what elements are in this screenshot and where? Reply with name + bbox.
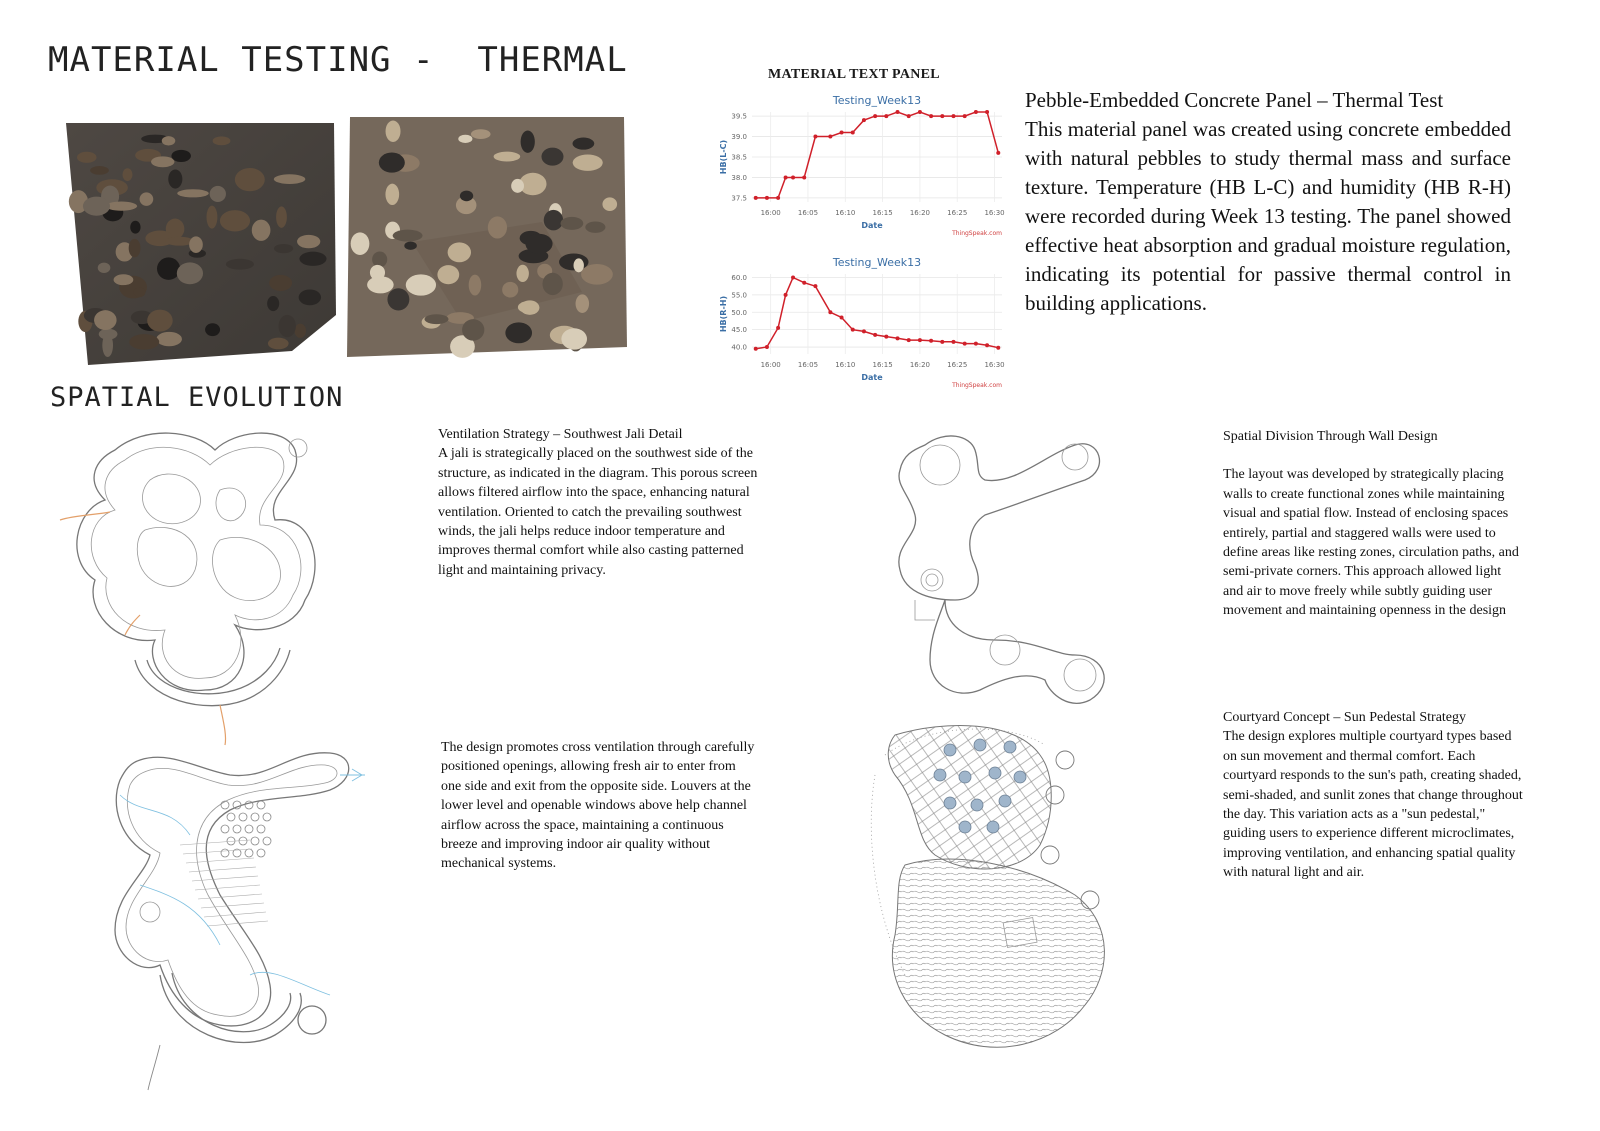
y-tick-label: 50.0 xyxy=(731,308,747,317)
courtyard-body: The design explores multiple courtyard types based on sun movement and thermal comfort. Each courtyard responds to the sun's path, creating shaded, semi-shaded, and sunlit zones that change throughout the day. This variation acts as a "sun pedestal," guiding users to experience different microclimates, improving ventilation, and enhancing spatial quality with natural light and air. xyxy=(1223,729,1523,881)
courtyard-tree xyxy=(944,797,956,809)
pebble xyxy=(370,265,385,280)
courtyard-tree xyxy=(989,767,1001,779)
series-line xyxy=(756,278,999,349)
paver-hatch xyxy=(233,801,241,809)
pebble xyxy=(299,252,326,266)
y-tick-label: 38.0 xyxy=(731,173,747,182)
shrub xyxy=(1041,846,1059,864)
spatial-division-text xyxy=(1223,427,1523,621)
paver-hatch xyxy=(221,849,229,857)
data-point xyxy=(996,151,1000,155)
pebble xyxy=(544,210,563,231)
courtyard-tree xyxy=(934,769,946,781)
material-body: This material panel was created using concrete embedded with natural pebbles to study thermal mass and surface texture. Temperature (HB L-C) and humidity (HB R-H) were recorded during Week 13 testing. The panel showed effective heat absorption and gradual moisture regulation, indicating its potential for passive thermal control in building applications. xyxy=(1025,117,1511,315)
courtyard-tree xyxy=(959,771,971,783)
pebble xyxy=(151,156,174,167)
x-tick-label: 16:10 xyxy=(835,209,856,217)
pebble xyxy=(299,289,321,305)
pebble xyxy=(494,152,521,162)
y-tick-label: 39.5 xyxy=(731,112,747,121)
pebble xyxy=(276,206,287,227)
courtyard-tree xyxy=(959,821,971,833)
pebble xyxy=(406,274,436,295)
data-point xyxy=(873,114,877,118)
material-heading: Pebble-Embedded Concrete Panel – Thermal Test xyxy=(1025,88,1444,112)
pebble-panel-photo-angle xyxy=(342,112,632,362)
pebble xyxy=(94,310,117,330)
data-point xyxy=(765,196,769,200)
pebble xyxy=(106,201,138,210)
pebble xyxy=(471,129,491,139)
pebble xyxy=(269,275,292,291)
pebble xyxy=(488,216,507,238)
x-axis-title: Date xyxy=(861,373,883,382)
data-point xyxy=(784,293,788,297)
pebble xyxy=(460,191,473,202)
pebble xyxy=(424,314,448,324)
cross-ventilation-text xyxy=(441,738,759,874)
data-point xyxy=(776,196,780,200)
pebble xyxy=(505,322,532,343)
x-tick-label: 16:00 xyxy=(760,209,781,217)
pebble-panel-photo-front xyxy=(60,115,350,370)
pebble xyxy=(372,251,387,267)
paver-hatch xyxy=(263,813,271,821)
paver-hatch xyxy=(245,849,253,857)
data-point xyxy=(963,342,967,346)
x-tick-label: 16:20 xyxy=(909,209,931,217)
data-point xyxy=(907,338,911,342)
data-point xyxy=(884,335,888,339)
x-tick-label: 16:00 xyxy=(760,361,781,369)
paving-line xyxy=(204,912,266,917)
paver-hatch xyxy=(263,837,271,845)
material-description xyxy=(1025,86,1545,318)
pebble xyxy=(252,220,271,241)
paving-line xyxy=(192,876,258,881)
x-axis-title: Date xyxy=(861,221,883,230)
paver-hatch xyxy=(245,825,253,833)
pebble xyxy=(521,131,535,153)
paving-line xyxy=(186,858,254,863)
pebble xyxy=(404,242,417,250)
data-point xyxy=(813,284,817,288)
y-axis-title: HB(L-C) xyxy=(719,139,728,175)
y-tick-label: 40.0 xyxy=(731,343,747,352)
pebble xyxy=(462,319,484,341)
pebble xyxy=(157,257,180,279)
x-tick-label: 16:30 xyxy=(984,209,1005,217)
pebble xyxy=(502,282,518,298)
y-tick-label: 60.0 xyxy=(731,273,747,282)
pebble xyxy=(393,230,423,242)
pebble xyxy=(267,296,279,311)
pebble xyxy=(541,148,563,166)
pebble xyxy=(226,259,254,270)
chart-title: Testing_Week13 xyxy=(832,256,922,269)
pebble xyxy=(171,150,191,162)
pebble xyxy=(297,235,320,248)
x-tick-label: 16:15 xyxy=(872,361,893,369)
paver-hatch xyxy=(245,801,253,809)
pebble xyxy=(274,244,293,253)
pebble xyxy=(560,217,583,230)
data-point xyxy=(840,130,844,134)
chart-credit: ThingSpeak.com xyxy=(952,382,1002,389)
shrub xyxy=(1056,751,1074,769)
pebble xyxy=(77,152,97,163)
pebble xyxy=(386,121,401,142)
pebble xyxy=(90,166,109,175)
pebble xyxy=(177,189,209,197)
pebble xyxy=(573,138,595,150)
pebble xyxy=(387,288,409,310)
pebble xyxy=(102,334,113,358)
data-point xyxy=(754,347,758,351)
pebble xyxy=(129,239,141,258)
pebble xyxy=(516,265,528,282)
pebble xyxy=(576,294,590,313)
paver-hatch xyxy=(221,825,229,833)
pebble xyxy=(379,153,405,173)
pebble xyxy=(351,232,370,255)
paver-hatch xyxy=(233,825,241,833)
data-point xyxy=(896,336,900,340)
y-axis-title: HB(R-H) xyxy=(719,295,728,333)
data-point xyxy=(940,340,944,344)
pebble xyxy=(274,174,305,184)
x-tick-label: 16:20 xyxy=(909,361,931,369)
pebble xyxy=(147,310,172,332)
pebble xyxy=(129,334,159,349)
data-point xyxy=(974,342,978,346)
data-point xyxy=(918,110,922,114)
data-point xyxy=(813,135,817,139)
y-tick-label: 45.0 xyxy=(731,326,747,335)
pebble xyxy=(122,168,132,181)
data-point xyxy=(963,114,967,118)
x-tick-label: 16:05 xyxy=(797,361,819,369)
pebble xyxy=(98,263,111,273)
pebble xyxy=(585,221,605,232)
ventilation-text xyxy=(438,425,763,580)
data-point xyxy=(828,135,832,139)
courtyard-tree xyxy=(1004,741,1016,753)
pebble xyxy=(156,332,182,346)
data-point xyxy=(851,130,855,134)
pebble xyxy=(268,338,289,350)
data-point xyxy=(802,175,806,179)
x-tick-label: 16:30 xyxy=(984,361,1005,369)
data-point xyxy=(802,281,806,285)
shrub xyxy=(1081,891,1099,909)
courtyard-tree xyxy=(974,739,986,751)
x-tick-label: 16:25 xyxy=(947,361,968,369)
data-point xyxy=(784,175,788,179)
pebble xyxy=(602,197,617,211)
pebble xyxy=(83,197,110,216)
data-point xyxy=(791,275,795,279)
jali-ventilation-plan xyxy=(55,420,385,750)
data-point xyxy=(862,118,866,122)
pebble xyxy=(581,264,613,285)
x-tick-label: 16:25 xyxy=(947,209,968,217)
paver-hatch xyxy=(221,801,229,809)
pebble xyxy=(134,287,146,297)
pebble xyxy=(561,328,587,349)
pebble xyxy=(213,136,231,145)
data-point xyxy=(776,326,780,330)
page-title: MATERIAL TESTING - THERMAL xyxy=(48,40,628,80)
paver-hatch xyxy=(239,813,247,821)
pebble xyxy=(168,169,182,188)
pebble xyxy=(573,154,603,170)
data-point xyxy=(851,328,855,332)
data-point xyxy=(828,310,832,314)
courtyard-tree xyxy=(971,799,983,811)
spatial-division-heading: Spatial Division Through Wall Design xyxy=(1223,429,1438,444)
chart-credit: ThingSpeak.com xyxy=(952,230,1002,237)
y-tick-label: 37.5 xyxy=(731,194,747,203)
data-point xyxy=(896,110,900,114)
data-point xyxy=(862,329,866,333)
data-point xyxy=(765,345,769,349)
pebble xyxy=(525,234,552,254)
humidity-chart xyxy=(712,252,1012,394)
ventilation-body: A jali is strategically placed on the southwest side of the structure, as indicated in the diagram. This porous screen allows filtered airflow into the space, enhancing natural ventilation. Oriented to catch the prevailing southwest winds, the jali helps reduce indoor temperature and improves thermal comfort while also casting patterned light and maintaining privacy. xyxy=(438,446,758,578)
paver-hatch xyxy=(257,801,265,809)
data-point xyxy=(929,339,933,343)
pebble xyxy=(162,136,176,145)
y-tick-label: 55.0 xyxy=(731,291,747,300)
paving-line xyxy=(189,867,256,872)
paver-hatch xyxy=(257,849,265,857)
cross-ventilation-body: The design promotes cross ventilation through carefully positioned openings, allowing fresh air to enter from one side and exit from the opposite side. Louvers at the lower level and openable windows above help channel airflow across the space, maintaining a continuous breeze and improving indoor air quality without mechanical systems. xyxy=(441,740,755,872)
pebble xyxy=(220,210,250,231)
spatial-division-plan xyxy=(885,425,1125,715)
pebble xyxy=(130,221,140,234)
pebble xyxy=(469,275,482,296)
data-point xyxy=(929,114,933,118)
cross-ventilation-plan xyxy=(100,745,390,1095)
data-point xyxy=(918,338,922,342)
y-tick-label: 39.0 xyxy=(731,133,747,142)
paving-line xyxy=(201,903,264,908)
data-point xyxy=(907,114,911,118)
pebble xyxy=(518,301,539,313)
y-tick-label: 38.5 xyxy=(731,153,747,162)
series-line xyxy=(756,112,999,198)
data-point xyxy=(840,315,844,319)
pebble xyxy=(189,236,203,253)
section-title: SPATIAL EVOLUTION xyxy=(50,382,344,413)
courtyard-tree xyxy=(987,821,999,833)
pebble xyxy=(207,206,218,229)
courtyard-tree xyxy=(1014,771,1026,783)
pebble xyxy=(458,135,472,143)
panel-label: MATERIAL TEXT PANEL xyxy=(768,67,940,82)
data-point xyxy=(940,114,944,118)
pebble xyxy=(437,265,459,284)
pebble xyxy=(235,168,265,191)
courtyard-tree xyxy=(944,744,956,756)
courtyard-text xyxy=(1223,708,1523,883)
ventilation-heading: Ventilation Strategy – Southwest Jali Detail xyxy=(438,427,683,442)
data-point xyxy=(884,114,888,118)
pebble xyxy=(542,273,562,295)
data-point xyxy=(974,110,978,114)
chart-title: Testing_Week13 xyxy=(832,94,922,107)
spatial-division-body: The layout was developed by strategically placing walls to create functional zones while maintaining visual and spatial flow. Instead of enclosing spaces entirely, partial and staggered walls were used to define areas like resting zones, circulation paths, and semi-private corners. This approach allowed light and air to move freely while subtly guiding user movement and maintaining openness in the design xyxy=(1223,467,1519,619)
data-point xyxy=(985,110,989,114)
pebble xyxy=(559,253,588,270)
pebble xyxy=(385,184,399,205)
courtyard-heading: Courtyard Concept – Sun Pedestal Strategy xyxy=(1223,710,1467,725)
pebble xyxy=(511,179,524,193)
data-point xyxy=(985,343,989,347)
pebble xyxy=(140,192,154,205)
paving-line xyxy=(183,849,252,854)
pebble xyxy=(210,186,226,202)
pebble xyxy=(114,274,134,285)
pebble xyxy=(448,242,471,262)
paver-hatch xyxy=(257,825,265,833)
paver-hatch xyxy=(251,813,259,821)
paver-hatch xyxy=(227,813,235,821)
data-point xyxy=(791,175,795,179)
x-tick-label: 16:15 xyxy=(872,209,893,217)
courtyard-plan xyxy=(865,715,1130,1065)
pebble xyxy=(295,324,307,338)
data-point xyxy=(951,340,955,344)
temperature-chart xyxy=(712,92,1012,240)
pebble xyxy=(205,323,220,336)
data-point xyxy=(873,333,877,337)
data-point xyxy=(754,196,758,200)
courtyard-tree xyxy=(999,795,1011,807)
pebble xyxy=(279,315,296,337)
data-point xyxy=(951,114,955,118)
paver-hatch xyxy=(251,837,259,845)
pebble xyxy=(177,262,203,284)
x-tick-label: 16:10 xyxy=(835,361,856,369)
data-point xyxy=(996,346,1000,350)
x-tick-label: 16:05 xyxy=(797,209,819,217)
